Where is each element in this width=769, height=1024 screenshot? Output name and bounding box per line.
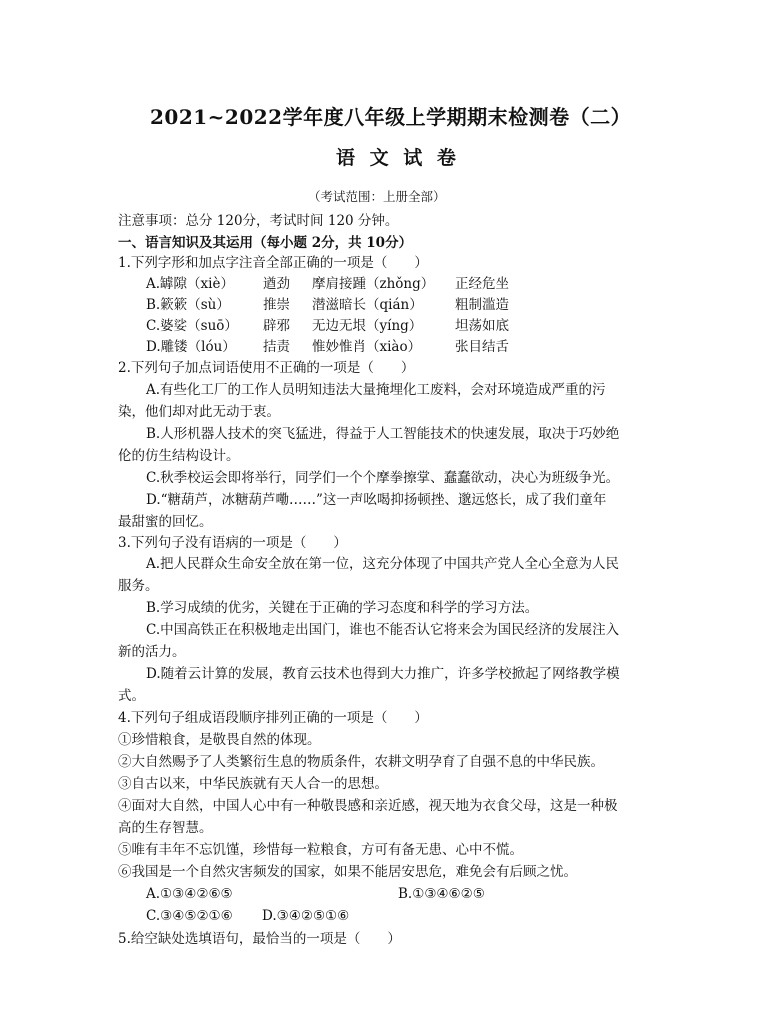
q1-option-b-word2: 推崇	[263, 297, 290, 313]
q3-line-5: 新的活力。	[118, 644, 186, 660]
q2-line-5: C.秋季校运会即将举行，同学们一个个摩拳擦掌、蠢蠢欲动，决心为班级争光。	[146, 470, 620, 486]
q1-option-d-word2: 拮责	[263, 339, 290, 355]
q1-option-d-word: D.雕镂（lóu）	[146, 339, 236, 355]
q4-sentence-2: ②大自然赐予了人类繁衍生息的物质条件，农耕文明孕育了自强不息的中华民族。	[118, 754, 604, 770]
q1-option-d-word3: 惟妙惟肖（xiào）	[312, 339, 422, 355]
q1-option-b-word4: 粗制滥造	[455, 297, 509, 313]
q1-option-b-word3: 潜滋暗长（qián）	[312, 297, 423, 313]
exam-subtitle: 语 文 试 卷	[336, 147, 460, 169]
q1-option-a-word4: 正经危坐	[455, 276, 509, 292]
q3-line-2: 服务。	[118, 578, 159, 594]
q4-sentence-3: ③自古以来，中华民族就有天人合一的思想。	[118, 776, 388, 792]
q3-line-3: B.学习成绩的优劣，关键在于正确的学习态度和科学的学习方法。	[146, 600, 539, 616]
q4-option-a: A.①③④②⑥⑤	[146, 886, 233, 902]
q4-sentence-6: ⑥我国是一个自然灾害频发的国家，如果不能居安思危，难免会有后顾之忧。	[118, 864, 577, 880]
q1-option-c-word2: 辟邪	[263, 318, 290, 334]
q1-option-d-word4: 张目结舌	[455, 339, 509, 355]
q4-sentence-4: ④面对大自然，中国人心中有一种敬畏感和亲近感，视天地为衣食父母，这是一种极	[118, 798, 618, 814]
q3-line-4: C.中国高铁正在积极地走出国门，谁也不能否认它将来会为国民经济的发展注入	[146, 622, 620, 638]
question-4-stem: 4.下列句子组成语段顺序排列正确的一项是（ ）	[118, 710, 428, 726]
q4-option-d: D.③④②⑤①⑥	[262, 908, 350, 924]
q4-option-b: B.①③④⑥②⑤	[398, 886, 485, 902]
question-5-stem: 5.给空缺处选填语句，最恰当的一项是（ ）	[118, 931, 401, 947]
q3-line-6: D.随着云计算的发展，教育云技术也得到大力推广，许多学校掀起了网络教学模	[146, 666, 620, 682]
q4-sentence-5: ⑤唯有丰年不忘饥馑，珍惜每一粒粮食，方可有备无患、心中不慌。	[118, 842, 523, 858]
section-heading: 一、语言知识及其运用（每小题 2分，共 10分）	[118, 235, 413, 251]
q1-option-b-word: B.簌簌（sù）	[146, 297, 230, 313]
exam-title: 2021~2022学年度八年级上学期期末检测卷（二）	[150, 105, 632, 129]
exam-scope: （考试范围：上册全部）	[308, 189, 446, 204]
q2-line-4: 伦的仿生结构设计。	[118, 448, 240, 464]
q1-option-c-word3: 无边无垠（yíng）	[312, 318, 423, 334]
q4-sentence-1: ①珍惜粮食，是敬畏自然的体现。	[118, 732, 321, 748]
q1-option-c-word: C.婆娑（suō）	[146, 318, 238, 334]
question-3-stem: 3.下列句子没有语病的一项是（ ）	[118, 535, 347, 551]
q2-line-6: D.“糖葫芦，冰糖葫芦嘞……”这一声吆喝抑扬顿挫、邈远悠长，成了我们童年	[146, 492, 607, 508]
q2-line-2: 染，他们却对此无动于衷。	[118, 404, 280, 420]
question-1-stem: 1.下列字形和加点字注音全部正确的一项是（ ）	[118, 255, 428, 271]
question-2-stem: 2.下列句子加点词语使用不正确的一项是（ ）	[118, 360, 415, 376]
q3-line-7: 式。	[118, 688, 145, 704]
q2-line-1: A.有些化工厂的工作人员明知违法大量掩埋化工废料，会对环境造成严重的污	[146, 382, 606, 398]
q4-sentence-4-cont: 高的生存智慧。	[118, 820, 213, 836]
q2-line-7: 最甜蜜的回忆。	[118, 514, 213, 530]
q1-option-c-word4: 坦荡如底	[455, 318, 509, 334]
q3-line-1: A.把人民群众生命安全放在第一位，这充分体现了中国共产党人全心全意为人民	[146, 556, 620, 572]
q1-option-a-word: A.罅隙（xiè）	[146, 276, 234, 292]
q1-option-a-word3: 摩肩接踵（zhǒng）	[312, 276, 435, 292]
exam-notice: 注意事项：总分 120分，考试时间 120 分钟。	[118, 213, 399, 229]
q2-line-3: B.人形机器人技术的突飞猛进，得益于人工智能技术的快速发展，取决于巧妙绝	[146, 426, 620, 442]
q4-option-c: C.③④⑤②①⑥	[146, 908, 233, 924]
q1-option-a-word2: 遒劲	[263, 276, 290, 292]
